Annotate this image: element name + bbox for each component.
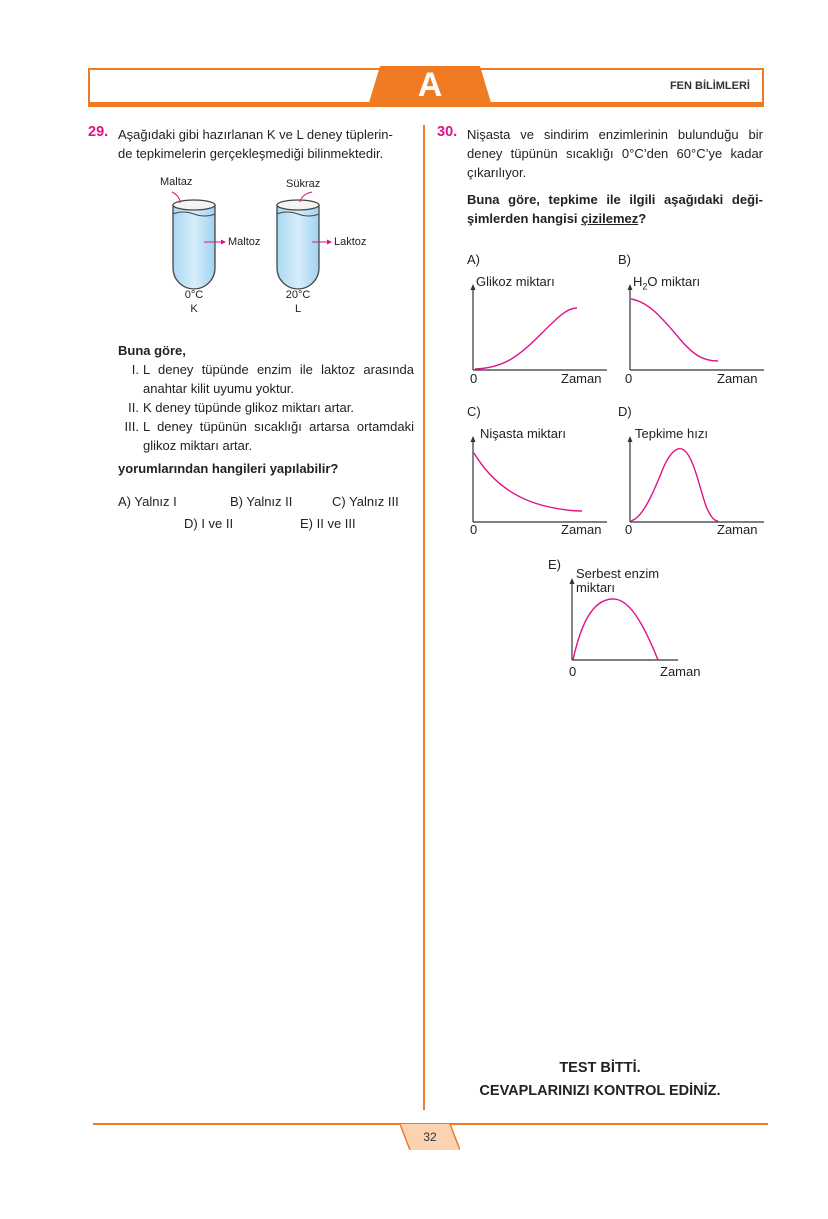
statement-3: [118, 417, 414, 455]
graph-a-xlabel: Zaman: [561, 371, 602, 386]
graph-c-letter[interactable]: C): [467, 404, 481, 419]
statement-3-line-1: L deney tüpünün sıcaklığı artarsa ortamdaki: [143, 419, 414, 434]
statement-2-text: K deney tüpünde glikoz miktarı artar.: [143, 400, 355, 415]
graph-b-letter[interactable]: B): [618, 252, 631, 267]
q30-intro: [467, 125, 763, 182]
graph-d-ylabel: Tepkime hızı: [635, 426, 708, 441]
subject-title: FEN BİLİMLERİ: [669, 80, 750, 92]
tube-k-label: K: [190, 303, 198, 315]
test-end-title: TEST BİTTİ.: [559, 1060, 641, 1076]
graph-e-letter[interactable]: E): [548, 557, 561, 572]
statement-1-text: [143, 360, 414, 398]
graph-b-ylabel-h: H: [633, 274, 643, 289]
page-number: 32: [423, 1130, 437, 1144]
graph-d-xlabel: Zaman: [717, 522, 758, 537]
graph-d-curve: [631, 449, 718, 521]
q29-intro-line-1: Aşağıdaki gibi hazırlanan K ve L deney tüplerin-: [118, 127, 393, 142]
statement-2-num: II.: [128, 400, 139, 415]
statement-3-num: III.: [124, 419, 139, 434]
graph-a-letter[interactable]: A): [467, 252, 480, 267]
tube-l-label: L: [294, 303, 302, 315]
graph-b-curve: [631, 299, 718, 361]
graph-e-curve: [573, 599, 658, 660]
tube-k-enzyme-label: Maltaz: [160, 176, 193, 188]
q29-choice-d[interactable]: D) I ve II: [184, 516, 234, 531]
tube-l-temperature: 20°C: [285, 289, 311, 301]
statement-3-text: [143, 417, 414, 455]
graph-d-letter[interactable]: D): [618, 404, 632, 419]
test-end-instruction: CEVAPLARINIZI KONTROL EDİNİZ.: [479, 1083, 721, 1099]
graph-c: [467, 436, 612, 526]
tube-l-substrate-label: Laktoz: [334, 236, 367, 248]
graph-e-ylabel-line-1: Serbest enzim: [576, 566, 660, 581]
graph-d: [624, 436, 769, 526]
graph-a-ylabel: Glikoz miktarı: [476, 274, 555, 289]
graph-e-xlabel: Zaman: [660, 664, 701, 679]
graph-c-ylabel: Nişasta miktarı: [480, 426, 566, 441]
q30-question-mark: ?: [638, 211, 647, 226]
graph-b-xlabel: Zaman: [717, 371, 758, 386]
statement-1: [118, 360, 414, 398]
q29-choice-c[interactable]: C) Yalnız III: [332, 494, 399, 509]
statement-2: [118, 398, 414, 417]
tube-l-enzyme-label: Sükraz: [286, 178, 321, 190]
column-divider: [423, 125, 425, 1110]
graph-b-ylabel-subscript: 2: [642, 281, 648, 292]
graph-c-origin: 0: [470, 522, 478, 537]
q29-intro: [118, 125, 414, 163]
graph-e: [566, 578, 711, 664]
q30-question-underlined-word: çizilemez: [581, 211, 639, 226]
q30-question-line-2-start: şimlerden hangisi: [467, 211, 582, 226]
graph-b-ylabel-rest: O miktarı: [647, 274, 701, 289]
graph-b-origin: 0: [625, 371, 633, 386]
q30-question-line-1: Buna göre, tepkime ile ilgili aşağıdaki deği-: [467, 192, 763, 207]
graph-a-origin: 0: [470, 371, 478, 386]
q29-choice-e[interactable]: E) II ve III: [300, 516, 356, 531]
q29-intro-line-2: de tepkimelerin gerçekleşmediği bilinmektedir.: [118, 146, 384, 161]
q29-lead: Buna göre,: [118, 343, 186, 358]
graph-a: [467, 284, 612, 374]
statement-1-line-2: anahtar kilit uyumu yoktur.: [143, 381, 295, 396]
graph-c-xlabel: Zaman: [561, 522, 602, 537]
q30-intro-line-2: deney tüpünün sıcaklığı 0°C’den 60°C’ye kadar: [467, 146, 763, 161]
q29-choice-a[interactable]: A) Yalnız I: [118, 494, 177, 509]
q29-statements: [118, 360, 414, 455]
q29-question: yorumlarından hangileri yapılabilir?: [118, 461, 339, 476]
graph-d-origin: 0: [625, 522, 633, 537]
statement-1-line-1: L deney tüpünde enzim ile laktoz arasında: [143, 362, 414, 377]
tube-l: [277, 200, 319, 289]
q30-intro-line-3: çıkarılıyor.: [467, 165, 527, 180]
graph-e-ylabel-line-2: miktarı: [576, 580, 615, 595]
booklet-letter: A: [417, 66, 443, 104]
q30-question: [467, 190, 763, 228]
graph-a-curve: [475, 308, 577, 369]
q30-intro-line-1: Nişasta ve sindirim enzimlerinin bulunduğu bir: [467, 127, 763, 142]
tube-k: [173, 200, 215, 289]
statement-1-num: I.: [131, 362, 139, 377]
q30-question-line-2: [467, 209, 763, 228]
tube-k-temperature: 0°C: [184, 289, 204, 301]
graph-c-curve: [474, 453, 582, 511]
q29-number: 29.: [88, 124, 109, 140]
q29-choice-b[interactable]: B) Yalnız II: [230, 494, 293, 509]
statement-3-line-2: glikoz miktarı artar.: [143, 438, 253, 453]
tube-k-substrate-label: Maltoz: [228, 236, 261, 248]
graph-e-origin: 0: [569, 664, 577, 679]
q30-number: 30.: [437, 124, 458, 140]
